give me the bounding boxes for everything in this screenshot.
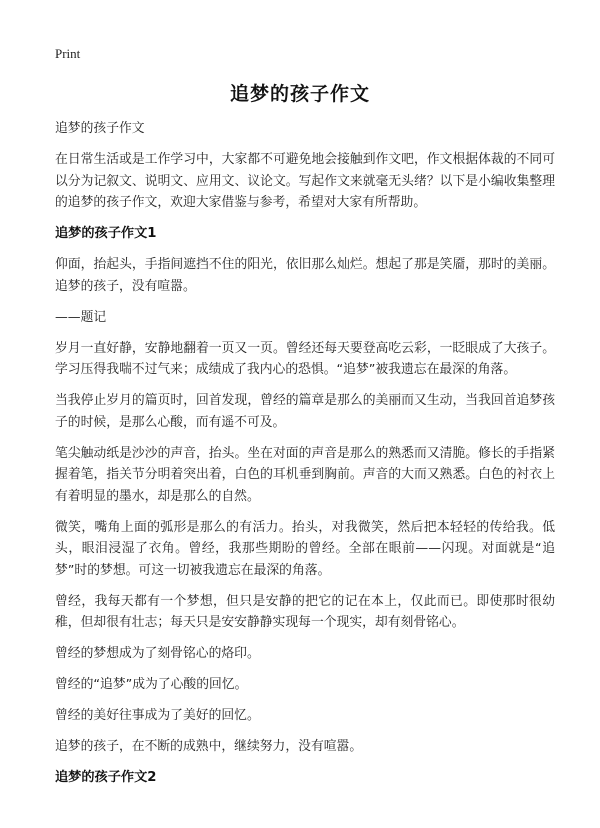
print-link[interactable]: Print (55, 46, 81, 61)
paragraph: 当我停止岁月的篇页时，回首发现，曾经的篇章是那么的美丽而又生动，当我回首追梦孩子的时候，是那么心酸，而有遥不可及。 (55, 393, 555, 430)
paragraph: 曾经的美好往事成为了美好的回忆。 (55, 708, 260, 723)
document-body (55, 118, 555, 798)
document-subtitle: 追梦的孩子作文 (55, 121, 145, 136)
paragraph: 微笑，嘴角上面的弧形是那么的有活力。抬头，对我微笑，然后把本轻轻的传给我。低头，眼泪浸湿了衣角。曾经，我那些期盼的曾经。全部在眼前——闪现。对面就是“追梦”时的梦想。可这一切被我遗忘在最深的角落。 (55, 519, 555, 578)
section-heading-2: 追梦的孩子作文2 (55, 770, 157, 785)
epigraph-signature: ——题记 (55, 309, 107, 325)
paragraph: 追梦的孩子，在不断的成熟中，继续努力，没有喧嚣。 (55, 739, 363, 754)
paragraph: 岁月一直好静，安静地翻着一页又一页。曾经还每天要登高吃云彩，一眨眼成了大孩子。学习压得我喘不过气来；成绩成了我内心的恐惧。“追梦”被我遗忘在最深的角落。 (55, 340, 555, 377)
paragraph: 曾经的“追梦”成为了心酸的回忆。 (55, 677, 248, 692)
paragraph: 仰面，抬起头，手指间遮挡不住的阳光，依旧那么灿烂。想起了那是笑靥，那时的美丽。追梦的孩子，没有喧嚣。 (55, 257, 555, 294)
section-heading-1: 追梦的孩子作文1 (55, 226, 157, 241)
paragraph: 曾经，我每天都有一个梦想，但只是安静的把它的记在本上，仅此而已。即使那时很幼稚，但却很有壮志；每天只是安安静静实现每一个现实，却有刻骨铭心。 (55, 593, 555, 630)
intro-paragraph: 在日常生活或是工作学习中，大家都不可避免地会接触到作文吧，作文根据体裁的不同可以分为记叙文、说明文、应用文、议论文。写起作文来就毫无头绪？以下是小编收集整理的追梦的孩子作文，欢迎大家借鉴与参考，希望对大家有所帮助。 (55, 152, 555, 210)
page-title: 追梦的孩子作文 (229, 83, 370, 105)
paragraph: 曾经的梦想成为了刻骨铭心的烙印。 (55, 646, 260, 661)
paragraph: 笔尖触动纸是沙沙的声音，抬头。坐在对面的声音是那么的熟悉而又清脆。修长的手指紧握着笔，指关节分明着突出着，白色的耳机垂到胸前。声音的大而又熟悉。白色的衬衣上有着明显的墨水，却是那么的自然。 (55, 445, 555, 504)
